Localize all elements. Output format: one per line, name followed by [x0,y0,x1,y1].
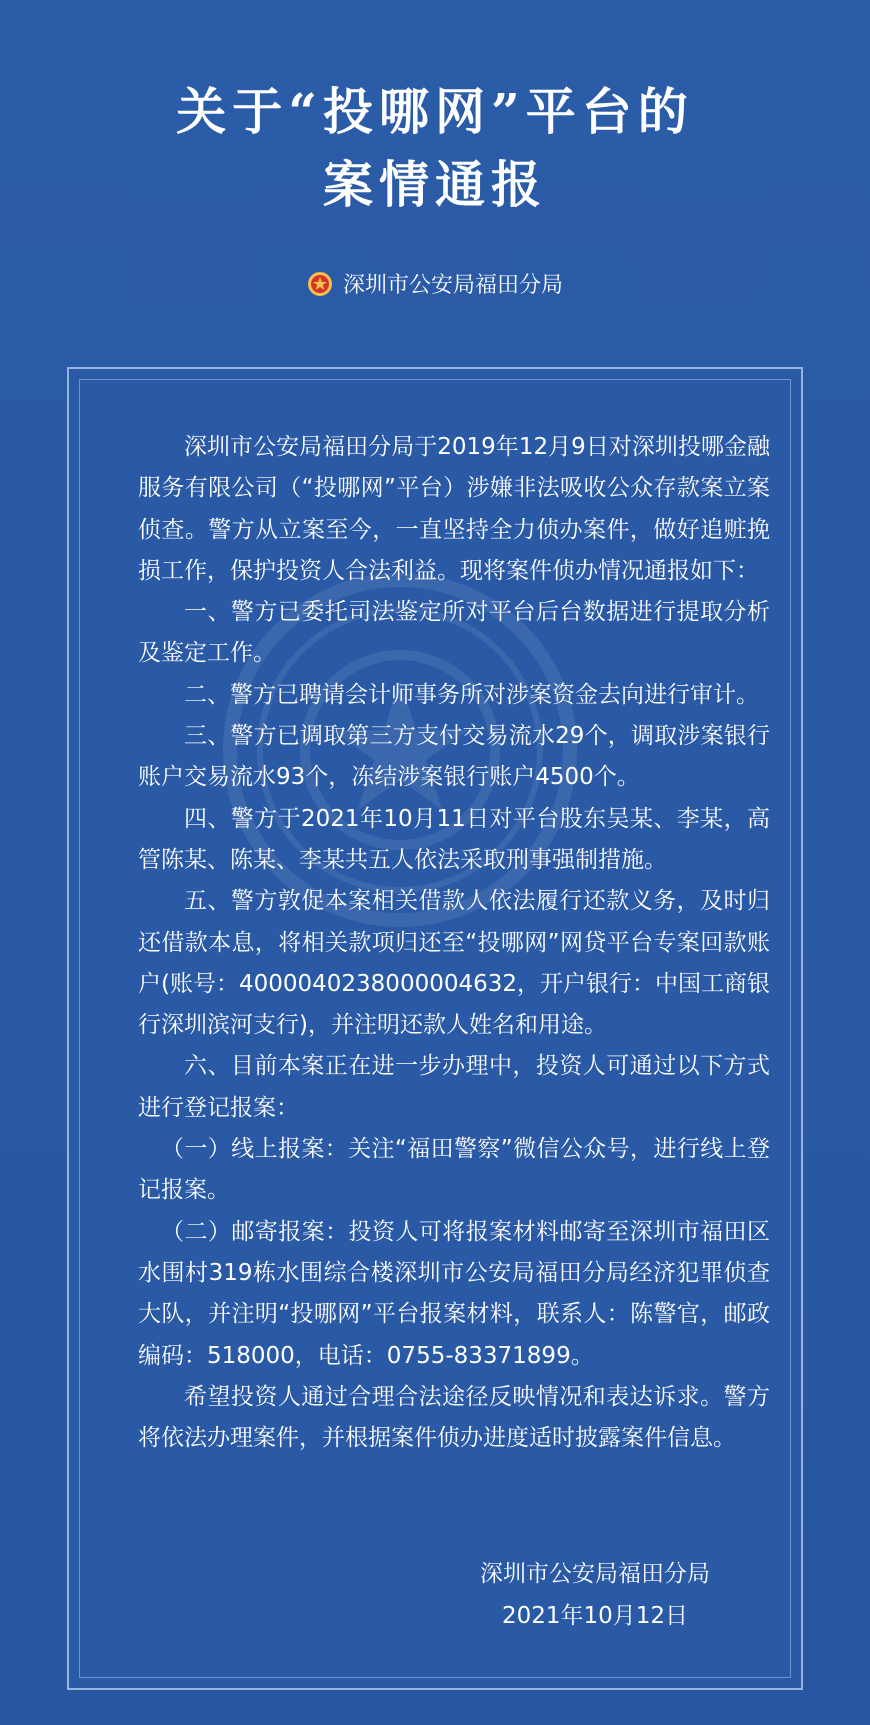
item-1-paragraph: 一、警方已委托司法鉴定所对平台后台数据进行提取分析及鉴定工作。 [138,599,770,667]
signature-date: 2021年10月12日 [501,1603,689,1629]
item-6-1-paragraph: （一）线上报案：关注“福田警察”微信公众号，进行线上登记报案。 [138,1136,770,1204]
signature-org: 深圳市公安局福田分局 [480,1561,710,1587]
item-4-paragraph: 四、警方于2021年10月11日对平台股东吴某、李某，高管陈某、陈某、李某共五人依法采取刑事强制措施。 [138,805,770,873]
police-badge-icon [307,270,333,298]
notice-body [138,427,770,1459]
agency-line [0,268,870,299]
agency-name: 深圳市公安局福田分局 [342,273,563,298]
item-6-paragraph: 六、目前本案正在进一步办理中，投资人可通过以下方式进行登记报案： [138,1053,770,1121]
item-5-paragraph: 五、警方敦促本案相关借款人依法履行还款义务，及时归还借款本息，将相关款项归还至“投哪网”网贷平台专案回款账户(账号：4000040238000004632，开户银行：中国工商银行深圳滨河支行)，并注明还款人姓名和用途。 [138,888,771,1039]
intro-paragraph: 深圳市公安局福田分局于2019年12月9日对深圳投哪金融服务有限公司（“投哪网”平台）涉嫌非法吸收公众存款案立案侦查。警方从立案至今，一直坚持全力侦办案件，做好追赃挽损工作，保护投资人合法利益。现将案件侦办情况通报如下： [138,434,770,584]
item-2-paragraph: 二、警方已聘请会计师事务所对涉案资金去向进行审计。 [184,681,759,708]
item-6-2-paragraph: （二）邮寄报案：投资人可将报案材料邮寄至深圳市福田区水围村319栋水围综合楼深圳市公安局福田分局经济犯罪侦查大队，并注明“投哪网”平台报案材料，联系人：陈警官，邮政编码：518000，电话：0755-83371899。 [138,1218,770,1369]
title-line-1: 关于“投哪网”平台的 [176,82,694,141]
title-line-2: 案情通报 [323,155,547,214]
closing-paragraph: 希望投资人通过合理合法途径反映情况和表达诉求。警方将依法办理案件，并根据案件侦办进度适时披露案件信息。 [138,1383,770,1452]
item-3-paragraph: 三、警方已调取第三方支付交易流水29个，调取涉案银行账户交易流水93个，冻结涉案银行账户4500个。 [138,723,770,791]
